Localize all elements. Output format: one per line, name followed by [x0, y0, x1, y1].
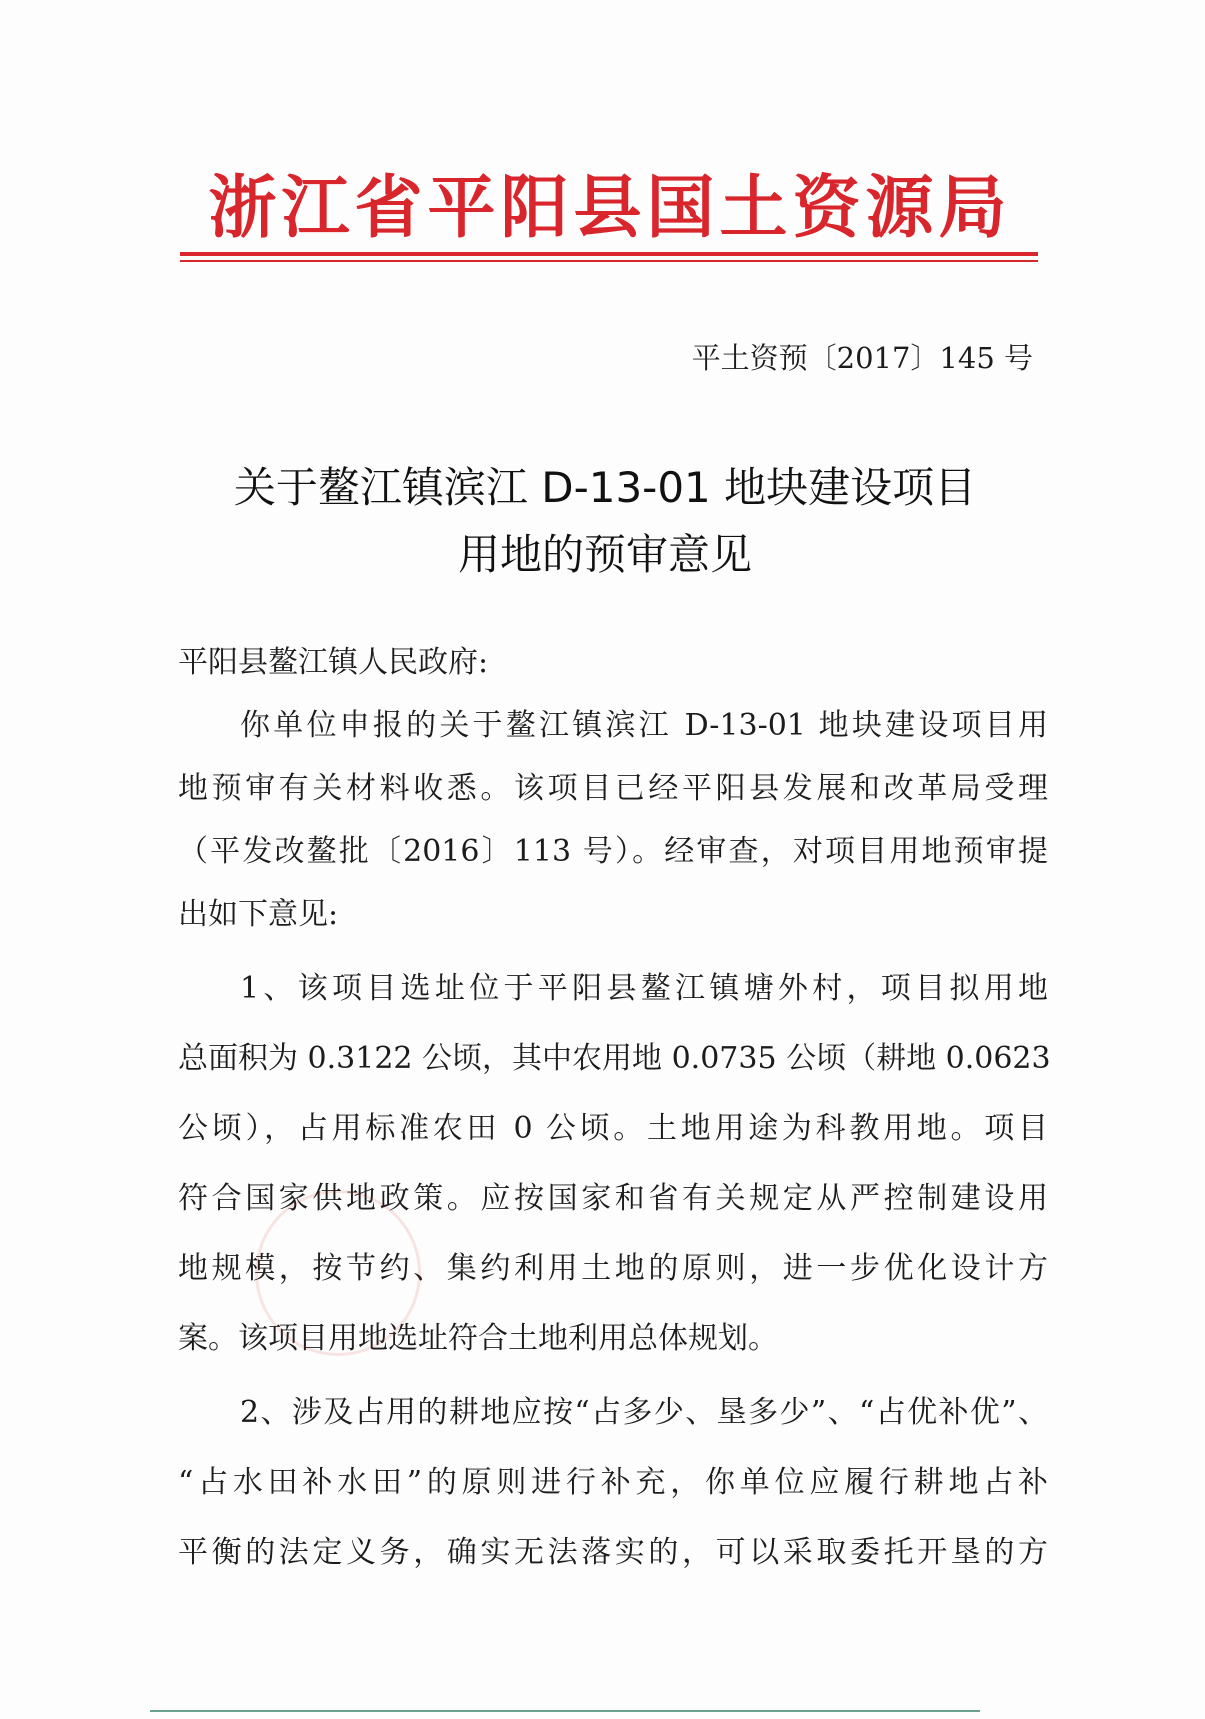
body-line: 2、涉及占用的耕地应按“占多少、垦多少”、“占优补优”、 [240, 1395, 1048, 1430]
body-line: 符合国家供地政策。应按国家和省有关规定从严控制建设用 [178, 1181, 1048, 1216]
document-title-line-1: 关于鳌江镇滨江 D-13-01 地块建设项目 [233, 463, 977, 512]
page-bottom-edge [150, 1710, 980, 1712]
body-line: 地规模，按节约、集约利用土地的原则，进一步优化设计方 [178, 1251, 1048, 1286]
body-line: 案。该项目用地选址符合土地利用总体规划。 [178, 1321, 778, 1356]
letterhead-title: 浙江省平阳县国土资源局 [208, 168, 1012, 248]
body-line: 出如下意见: [178, 897, 339, 932]
body-line: 地预审有关材料收悉。该项目已经平阳县发展和改革局受理 [178, 771, 1048, 806]
document-number: 平土资预〔2017〕145 号 [691, 341, 1033, 375]
document-title-line-2: 用地的预审意见 [457, 530, 752, 579]
body-line: 你单位申报的关于鳌江镇滨江 D-13-01 地块建设项目用 [240, 708, 1048, 743]
letterhead-divider-thin [180, 260, 1038, 262]
faint-seal-impression [255, 1190, 421, 1356]
letterhead-divider-thick [180, 252, 1038, 256]
body-line: 公顷），占用标准农田 0 公顷。土地用途为科教用地。项目 [178, 1111, 1048, 1146]
body-line: 平衡的法定义务，确实无法落实的，可以采取委托开垦的方 [178, 1535, 1048, 1570]
body-line: 总面积为 0.3122 公顷，其中农用地 0.0735 公顷（耕地 0.0623 [178, 1041, 1051, 1076]
body-line: “占水田补水田”的原则进行补充，你单位应履行耕地占补 [178, 1465, 1048, 1500]
salutation: 平阳县鳌江镇人民政府: [178, 645, 489, 680]
body-line: 1、该项目选址位于平阳县鳌江镇塘外村，项目拟用地 [240, 971, 1048, 1006]
body-line: （平发改鳌批〔2016〕113 号）。经审查，对项目用地预审提 [178, 834, 1048, 869]
